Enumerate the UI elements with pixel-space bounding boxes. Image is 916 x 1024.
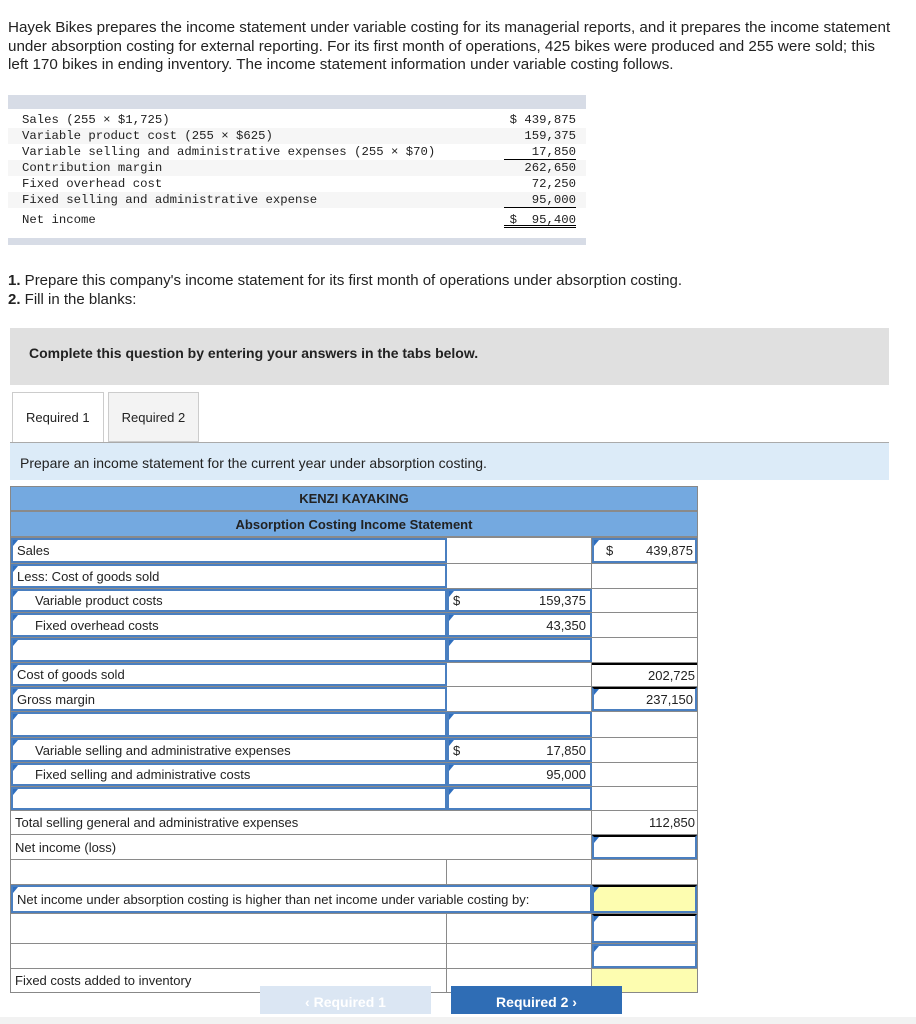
amount-cell[interactable]	[447, 638, 592, 662]
row-label: Fixed costs added to inventory	[15, 973, 192, 988]
tab-required-1[interactable]: Required 1	[12, 392, 104, 443]
row-label-cell[interactable]	[11, 663, 447, 686]
given-row	[8, 176, 586, 192]
statement-row	[11, 589, 697, 613]
statement-row	[11, 538, 697, 564]
row-label: Variable product costs	[35, 593, 163, 608]
row-label: Gross margin	[17, 691, 96, 707]
total-value: 112,850	[648, 815, 695, 830]
row-label: Total selling general and administrative expenses	[15, 815, 299, 830]
amount-value: 159,375	[539, 593, 586, 608]
tab-required-2[interactable]: Required 2	[108, 392, 200, 442]
statement-row	[11, 712, 697, 738]
given-label: Contribution margin	[22, 161, 163, 175]
row-label: Net income under absorption costing is higher than net income under variable costing by:	[17, 891, 530, 907]
row-label-cell	[11, 835, 592, 859]
total-cell	[592, 564, 697, 588]
amount-cell	[447, 687, 592, 711]
statement-row	[11, 638, 697, 663]
statement-row	[11, 763, 697, 787]
total-cell	[592, 589, 697, 612]
statement-row	[11, 613, 697, 638]
amount-cell	[447, 538, 592, 563]
row-label-cell	[11, 860, 447, 884]
amount-cell	[447, 860, 592, 884]
given-row	[8, 160, 586, 176]
row-label: Cost of goods sold	[17, 667, 125, 682]
total-cell	[592, 763, 697, 786]
company-name: KENZI KAYAKING	[11, 487, 697, 512]
instruction-banner: Complete this question by entering your answers in the tabs below.	[10, 328, 889, 385]
q2-text: Fill in the blanks:	[20, 291, 137, 308]
given-value: $ 95,400	[504, 212, 576, 228]
next-required-2-button[interactable]: Required 2 ›	[451, 986, 622, 1014]
statement-row	[11, 687, 697, 712]
statement-row	[11, 944, 697, 969]
given-label: Sales (255 × $1,725)	[22, 113, 170, 127]
given-value: 159,375	[524, 129, 576, 143]
given-value: 262,650	[524, 161, 576, 175]
amount-cell[interactable]	[447, 613, 592, 637]
row-label-cell[interactable]	[11, 613, 447, 637]
page-footer	[0, 1017, 916, 1024]
row-label-cell[interactable]	[11, 787, 447, 810]
total-cell	[592, 638, 697, 662]
given-label: Net income	[22, 213, 96, 227]
row-label-cell[interactable]	[11, 738, 447, 762]
row-label-cell[interactable]	[11, 712, 447, 737]
given-label: Fixed overhead cost	[22, 177, 163, 191]
dollar-sign: $	[606, 543, 614, 558]
given-value: 95,000	[504, 192, 576, 208]
table-header-bar	[8, 95, 586, 109]
statement-row	[11, 835, 697, 860]
amount-value: 17,850	[546, 742, 586, 758]
table-footer-bar	[8, 238, 586, 245]
statement-row	[11, 914, 697, 944]
total-value: 202,725	[648, 668, 695, 683]
row-label: Sales	[17, 543, 50, 558]
given-value: $ 439,875	[509, 113, 576, 127]
row-label-cell[interactable]	[11, 687, 447, 711]
statement-row	[11, 811, 697, 835]
amount-cell	[447, 564, 592, 588]
total-cell	[592, 860, 697, 884]
amount-value: 43,350	[546, 617, 586, 633]
total-value: 439,875	[646, 543, 693, 558]
given-value: 17,850	[504, 144, 576, 160]
tab-bar	[12, 392, 203, 443]
q2-number: 2.	[8, 291, 21, 308]
dollar-sign: $	[453, 593, 461, 608]
prev-required-1-button[interactable]: ‹ Required 1	[260, 986, 431, 1014]
problem-intro: Hayek Bikes prepares the income statement under variable costing for its managerial reports, and it prepares the income statement under absorption costing for external reporting. For its first month of operations, 425 bikes were produced and 255 were sold; this left 170 bikes in ending inventory. The income statement information under variable costing follows.	[8, 19, 891, 73]
row-label-cell[interactable]	[11, 885, 592, 913]
row-label: Fixed overhead costs	[35, 617, 159, 633]
total-cell[interactable]	[592, 538, 697, 563]
total-cell[interactable]	[592, 835, 697, 859]
amount-cell[interactable]	[447, 787, 592, 810]
statement-title: Absorption Costing Income Statement	[11, 512, 697, 538]
given-label: Variable product cost (255 × $625)	[22, 129, 273, 143]
total-cell	[592, 712, 697, 737]
total-cell[interactable]	[592, 687, 697, 711]
row-label: Net income (loss)	[15, 839, 117, 855]
amount-cell	[447, 663, 592, 686]
given-label: Fixed selling and administrative expense	[22, 193, 318, 207]
tab-instruction: Prepare an income statement for the current year under absorption costing.	[10, 443, 889, 480]
statement-row	[11, 787, 697, 811]
row-label-cell	[11, 914, 447, 943]
statement-row	[11, 860, 697, 885]
variable-costing-statement	[8, 95, 586, 245]
total-cell	[592, 613, 697, 637]
row-label: Fixed selling and administrative costs	[35, 767, 251, 782]
q1-number: 1.	[8, 272, 21, 289]
row-label-cell[interactable]	[11, 564, 447, 588]
total-cell[interactable]	[592, 885, 697, 913]
total-cell	[592, 811, 697, 834]
amount-cell[interactable]	[447, 763, 592, 786]
total-cell[interactable]	[592, 914, 697, 943]
income-statement-grid	[10, 486, 698, 993]
given-row	[8, 212, 586, 228]
total-value: 237,150	[646, 691, 693, 707]
statement-row	[11, 564, 697, 589]
amount-cell	[447, 914, 592, 943]
amount-cell[interactable]	[447, 589, 592, 612]
row-label-cell[interactable]	[11, 638, 447, 662]
given-value: 72,250	[531, 177, 576, 191]
row-label-cell[interactable]	[11, 589, 447, 612]
amount-cell	[447, 944, 592, 968]
amount-cell[interactable]	[447, 738, 592, 762]
row-label-cell	[11, 811, 592, 834]
total-cell	[592, 738, 697, 762]
q1-text: Prepare this company's income statement for its first month of operations under absorption costing.	[20, 272, 683, 289]
total-cell	[592, 787, 697, 810]
row-label: Variable selling and administrative expenses	[35, 742, 291, 758]
row-label-cell[interactable]	[11, 538, 447, 563]
amount-cell[interactable]	[447, 712, 592, 737]
given-row	[8, 128, 586, 144]
row-label-cell	[11, 944, 447, 968]
given-row	[8, 112, 586, 128]
amount-value: 95,000	[546, 767, 586, 782]
total-cell[interactable]	[592, 944, 697, 968]
given-table	[8, 112, 586, 228]
row-label: Less: Cost of goods sold	[17, 568, 160, 584]
dollar-sign: $	[453, 742, 461, 758]
questions	[8, 271, 682, 309]
given-label: Variable selling and administrative expenses (255 × $70)	[22, 145, 436, 159]
row-label-cell[interactable]	[11, 763, 447, 786]
statement-row	[11, 663, 697, 687]
given-row	[8, 144, 586, 160]
statement-row	[11, 738, 697, 763]
statement-row	[11, 885, 697, 914]
total-cell	[592, 663, 697, 686]
given-row	[8, 192, 586, 208]
